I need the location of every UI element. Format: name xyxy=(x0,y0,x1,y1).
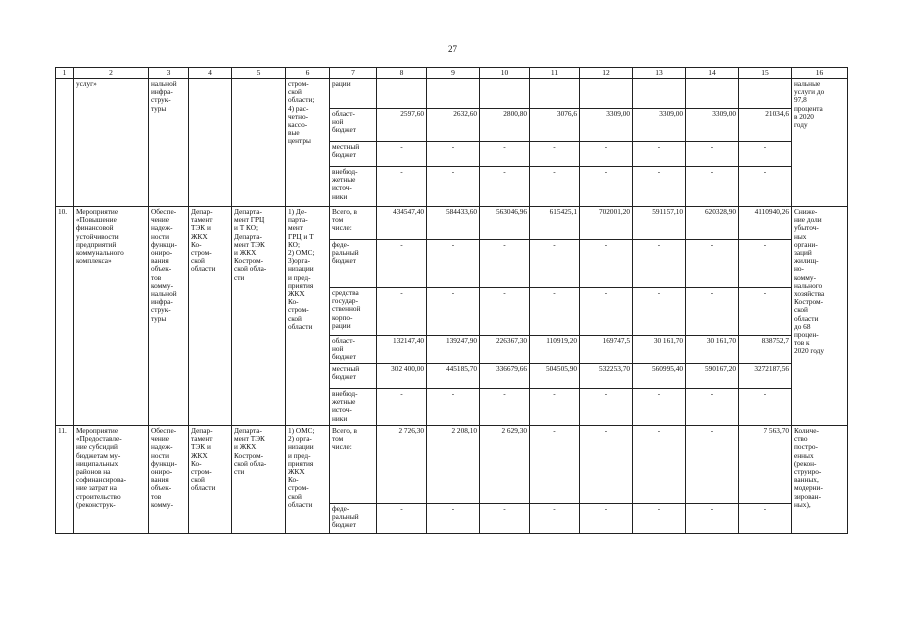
funding-source-cell: област- ной бюджет xyxy=(330,109,377,142)
amount-cell: 445185,70 xyxy=(427,364,480,389)
amount-cell: - xyxy=(377,288,427,336)
amount-cell: 560995,40 xyxy=(633,364,686,389)
amount-cell: 591157,10 xyxy=(633,207,686,240)
indicator-cell: нальные услуги до 97,8 процента в 2020 году xyxy=(792,79,848,207)
amount-cell: 3076,6 xyxy=(530,109,580,142)
responsible-executor-cell: Депар- тамент ТЭК и ЖКХ Ко- стром- ской области xyxy=(189,426,232,534)
table-row xyxy=(56,207,848,240)
amount-cell: 532253,70 xyxy=(580,364,633,389)
amount-cell: 3309,00 xyxy=(686,109,739,142)
amount-cell: - xyxy=(686,389,739,426)
amount-cell: - xyxy=(739,389,792,426)
column-number: 11 xyxy=(530,68,580,79)
amount-cell: - xyxy=(580,504,633,534)
measure-name-cell: услуг» xyxy=(74,79,149,207)
amount-cell: - xyxy=(480,504,530,534)
indicator-cell: Сниже- ние доли убыточ- ных органи- заций жилищ- но- комму- нального хозяйства Костром- ской области до 68 процен- тов к 2020 году xyxy=(792,207,848,426)
amount-cell: - xyxy=(686,504,739,534)
amount-cell: - xyxy=(377,504,427,534)
amount-cell xyxy=(739,79,792,109)
amount-cell: 2597,60 xyxy=(377,109,427,142)
amount-cell: - xyxy=(377,142,427,167)
amount-cell: 132147,40 xyxy=(377,336,427,364)
amount-cell xyxy=(686,79,739,109)
amount-cell: - xyxy=(739,240,792,288)
amount-cell: 139247,90 xyxy=(427,336,480,364)
amount-cell: - xyxy=(480,167,530,207)
amount-cell: 30 161,70 xyxy=(633,336,686,364)
amount-cell: - xyxy=(377,167,427,207)
amount-cell: 434547,40 xyxy=(377,207,427,240)
row-number-cell: 11. xyxy=(56,426,74,534)
amount-cell xyxy=(427,79,480,109)
amount-cell: 169747,5 xyxy=(580,336,633,364)
amount-cell: 3272187,56 xyxy=(739,364,792,389)
funding-source-cell: област- ной бюджет xyxy=(330,336,377,364)
funding-source-cell: феде- ральный бюджет xyxy=(330,240,377,288)
column-number: 3 xyxy=(149,68,189,79)
amount-cell: 615425,1 xyxy=(530,207,580,240)
amount-cell: 2 726,30 xyxy=(377,426,427,504)
amount-cell: 590167,20 xyxy=(686,364,739,389)
column-number: 16 xyxy=(792,68,848,79)
amount-cell: 584433,60 xyxy=(427,207,480,240)
measure-goal-cell: Обеспе- чение надеж- ности функци- ониро- вания объек- тов комму- нальной инфра- струк- туры xyxy=(149,207,189,426)
amount-cell: - xyxy=(739,504,792,534)
measure-name-cell: Мероприятие «Повышение финансовой устойчивости предприятий коммунального комплекса» xyxy=(74,207,149,426)
column-number: 13 xyxy=(633,68,686,79)
amount-cell: - xyxy=(633,142,686,167)
amount-cell: - xyxy=(633,389,686,426)
column-number: 8 xyxy=(377,68,427,79)
amount-cell: - xyxy=(686,426,739,504)
amount-cell: 2632,60 xyxy=(427,109,480,142)
amount-cell: - xyxy=(580,426,633,504)
amount-cell: - xyxy=(739,288,792,336)
amount-cell: 702001,20 xyxy=(580,207,633,240)
amount-cell: - xyxy=(530,288,580,336)
measure-goal-cell: Обеспе- чение надеж- ности функци- ониро- вания объек- тов комму- xyxy=(149,426,189,534)
amount-cell: - xyxy=(633,288,686,336)
amount-cell: - xyxy=(530,389,580,426)
amount-cell: - xyxy=(739,142,792,167)
amount-cell: 4110940,26 xyxy=(739,207,792,240)
amount-cell: 110919,20 xyxy=(530,336,580,364)
amount-cell: - xyxy=(480,240,530,288)
amount-cell: 620328,90 xyxy=(686,207,739,240)
amount-cell: 2 208,10 xyxy=(427,426,480,504)
amount-cell: - xyxy=(686,142,739,167)
column-number: 12 xyxy=(580,68,633,79)
table-row xyxy=(56,79,848,109)
amount-cell: 2 629,30 xyxy=(480,426,530,504)
amount-cell: 21034,6 xyxy=(739,109,792,142)
amount-cell xyxy=(480,79,530,109)
column-number-row xyxy=(56,68,848,79)
funding-source-cell: феде- ральный бюджет xyxy=(330,504,377,534)
amount-cell: - xyxy=(427,167,480,207)
column-number: 1 xyxy=(56,68,74,79)
program-table xyxy=(55,67,848,534)
funding-source-cell: Всего, в том числе: xyxy=(330,426,377,504)
amount-cell: - xyxy=(633,240,686,288)
amount-cell xyxy=(530,79,580,109)
column-number: 7 xyxy=(330,68,377,79)
amount-cell: 838752,7 xyxy=(739,336,792,364)
table-row xyxy=(56,426,848,504)
participants-cell: стром- ской области; 4) рас- четно- кассо- вые центры xyxy=(286,79,330,207)
funding-source-cell: внебюд- жетные источ- ники xyxy=(330,167,377,207)
indicator-cell: Количе- ство постро- енных (рекон- струиро- ванных, модерни- зирован- ных), xyxy=(792,426,848,534)
funding-source-cell: Всего, в том числе: xyxy=(330,207,377,240)
amount-cell: 336679,66 xyxy=(480,364,530,389)
measure-goal-cell: нальной инфра- струк- туры xyxy=(149,79,189,207)
column-number: 14 xyxy=(686,68,739,79)
amount-cell: 30 161,70 xyxy=(686,336,739,364)
amount-cell: - xyxy=(427,240,480,288)
co-executor-cell: Департа- мент ТЭК и ЖКХ Костром- ской обла- сти xyxy=(232,426,286,534)
amount-cell: - xyxy=(633,504,686,534)
amount-cell: - xyxy=(739,167,792,207)
amount-cell: - xyxy=(427,504,480,534)
funding-source-cell: рации xyxy=(330,79,377,109)
amount-cell: 7 563,70 xyxy=(739,426,792,504)
amount-cell: 563046,96 xyxy=(480,207,530,240)
column-number: 6 xyxy=(286,68,330,79)
column-number: 10 xyxy=(480,68,530,79)
amount-cell: - xyxy=(530,426,580,504)
participants-cell: 1) Де- парта- мент ГРЦ и Т КО; 2) ОМС; 3)орга- низации и пред- приятия ЖКХ Ко- стром- ской области xyxy=(286,207,330,426)
row-number-cell: 10. xyxy=(56,207,74,426)
amount-cell: - xyxy=(686,240,739,288)
amount-cell: - xyxy=(686,288,739,336)
column-number: 15 xyxy=(739,68,792,79)
amount-cell: - xyxy=(580,389,633,426)
amount-cell: 2800,80 xyxy=(480,109,530,142)
amount-cell: - xyxy=(480,288,530,336)
amount-cell: - xyxy=(580,240,633,288)
amount-cell: 302 400,00 xyxy=(377,364,427,389)
measure-name-cell: Мероприятие «Предоставле- ние субсидий бюджетам му- ниципальных районов на софинансирова- ние затрат на строительство (реконструк- xyxy=(74,426,149,534)
funding-source-cell: местный бюджет xyxy=(330,364,377,389)
amount-cell: - xyxy=(580,167,633,207)
amount-cell: - xyxy=(633,167,686,207)
amount-cell: - xyxy=(633,426,686,504)
amount-cell: 3309,00 xyxy=(633,109,686,142)
amount-cell: 226367,30 xyxy=(480,336,530,364)
column-number: 4 xyxy=(189,68,232,79)
column-number: 5 xyxy=(232,68,286,79)
funding-source-cell: средства государ- ственной корпо- рации xyxy=(330,288,377,336)
amount-cell: - xyxy=(427,288,480,336)
column-number: 2 xyxy=(74,68,149,79)
amount-cell: - xyxy=(427,389,480,426)
responsible-executor-cell: Депар- тамент ТЭК и ЖКХ Ко- стром- ской области xyxy=(189,207,232,426)
amount-cell: - xyxy=(530,240,580,288)
funding-source-cell: внебюд- жетные источ- ники xyxy=(330,389,377,426)
co-executor-cell: Департа- мент ГРЦ и Т КО; Департа- мент ТЭК и ЖКХ Костром- ской обла- сти xyxy=(232,207,286,426)
amount-cell xyxy=(580,79,633,109)
amount-cell xyxy=(633,79,686,109)
page-number: 27 xyxy=(448,44,457,54)
amount-cell: 3309,00 xyxy=(580,109,633,142)
amount-cell: - xyxy=(427,142,480,167)
row-number-cell xyxy=(56,79,74,207)
funding-source-cell: местный бюджет xyxy=(330,142,377,167)
amount-cell: - xyxy=(480,389,530,426)
amount-cell: - xyxy=(580,288,633,336)
responsible-executor-cell xyxy=(189,79,232,207)
amount-cell: - xyxy=(377,389,427,426)
amount-cell: - xyxy=(377,240,427,288)
column-number: 9 xyxy=(427,68,480,79)
amount-cell xyxy=(377,79,427,109)
amount-cell: 504505,90 xyxy=(530,364,580,389)
amount-cell: - xyxy=(530,504,580,534)
amount-cell: - xyxy=(580,142,633,167)
amount-cell: - xyxy=(686,167,739,207)
amount-cell: - xyxy=(480,142,530,167)
co-executor-cell xyxy=(232,79,286,207)
participants-cell: 1) ОМС; 2) орга- низации и пред- приятия ЖКХ Ко- стром- ской области xyxy=(286,426,330,534)
amount-cell: - xyxy=(530,142,580,167)
amount-cell: - xyxy=(530,167,580,207)
